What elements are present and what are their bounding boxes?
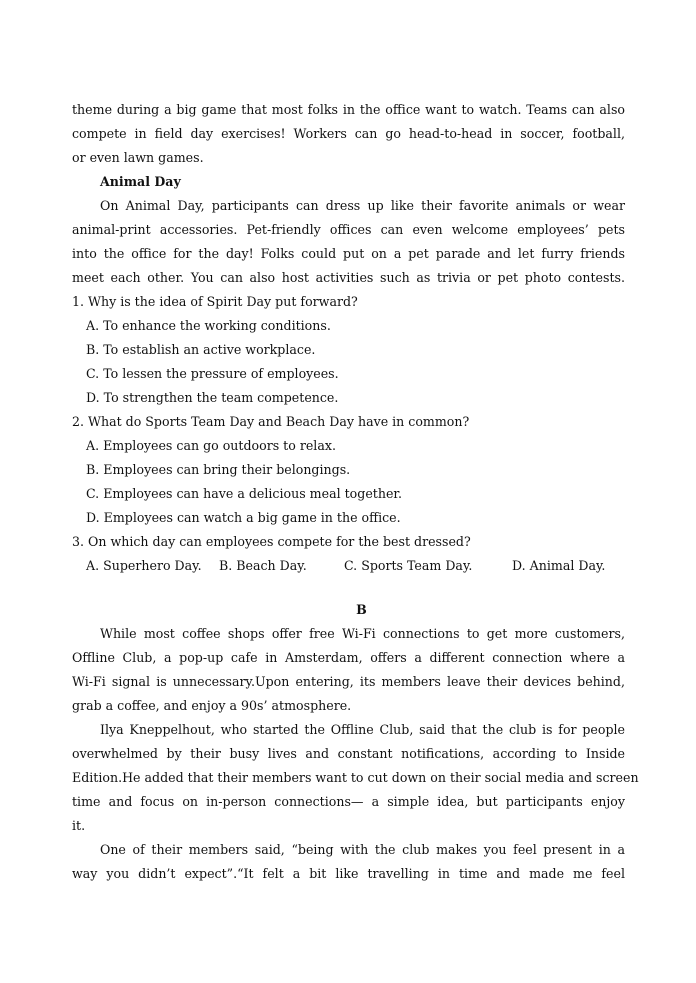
question-option: C. Employees can have a delicious meal together. xyxy=(86,486,403,501)
paragraph-line: or even lawn games. xyxy=(72,150,204,165)
section-heading-b: B xyxy=(356,602,367,617)
paragraph-line: While most coffee shops offer free Wi-Fi connections to get more customers, xyxy=(100,626,625,641)
paragraph-line: On Animal Day, participants can dress up like their favorite animals or wear xyxy=(100,198,625,213)
paragraph-line: animal-print accessories. Pet-friendly offices can even welcome employees’ pets xyxy=(72,222,625,237)
paragraph-line: One of their members said, “being with the club makes you feel present in a xyxy=(100,842,625,857)
paragraph-line: theme during a big game that most folks in the office want to watch. Teams can also xyxy=(72,102,625,117)
question-stem: 3. On which day can employees compete for the best dressed? xyxy=(72,534,471,549)
question-option: A. Employees can go outdoors to relax. xyxy=(86,438,336,453)
paragraph-line: meet each other. You can also host activities such as trivia or pet photo contests. xyxy=(72,270,625,285)
question-option: C. Sports Team Day. xyxy=(344,558,473,573)
question-option: B. Employees can bring their belongings. xyxy=(86,462,351,477)
paragraph-line: Wi-Fi signal is unnecessary.Upon entering, its members leave their devices behind, xyxy=(72,674,625,689)
paragraph-line: Ilya Kneppelhout, who started the Offline Club, said that the club is for people xyxy=(100,722,625,737)
paragraph-line: it. xyxy=(72,818,86,833)
paragraph-line: compete in field day exercises! Workers can go head-to-head in soccer, football, xyxy=(72,126,625,141)
question-option: A. To enhance the working conditions. xyxy=(86,318,331,333)
paragraph-line: way you didn’t expect”.“It felt a bit like travelling in time and made me feel xyxy=(72,866,625,881)
question-option: D. Employees can watch a big game in the office. xyxy=(86,510,401,525)
question-stem: 1. Why is the idea of Spirit Day put forward? xyxy=(72,294,358,309)
paragraph-line: overwhelmed by their busy lives and constant notifications, according to Inside xyxy=(72,746,625,761)
question-option: B. Beach Day. xyxy=(219,558,307,573)
paragraph-line: Offline Club, a pop-up cafe in Amsterdam, offers a different connection where a xyxy=(72,650,625,665)
question-stem: 2. What do Sports Team Day and Beach Day have in common? xyxy=(72,414,470,429)
question-option: B. To establish an active workplace. xyxy=(86,342,316,357)
paragraph-line: Edition.He added that their members want to cut down on their social media and screen xyxy=(72,770,639,785)
question-option: C. To lessen the pressure of employees. xyxy=(86,366,339,381)
question-option: A. Superhero Day. xyxy=(86,558,202,573)
paragraph-line: into the office for the day! Folks could put on a pet parade and let furry friends xyxy=(72,246,625,261)
paragraph-line: grab a coffee, and enjoy a 90s’ atmosphere. xyxy=(72,698,352,713)
paragraph-line: time and focus on in-person connections— a simple idea, but participants enjoy xyxy=(72,794,625,809)
section-heading: Animal Day xyxy=(100,174,181,189)
question-option: D. To strengthen the team competence. xyxy=(86,390,339,405)
question-option: D. Animal Day. xyxy=(512,558,606,573)
